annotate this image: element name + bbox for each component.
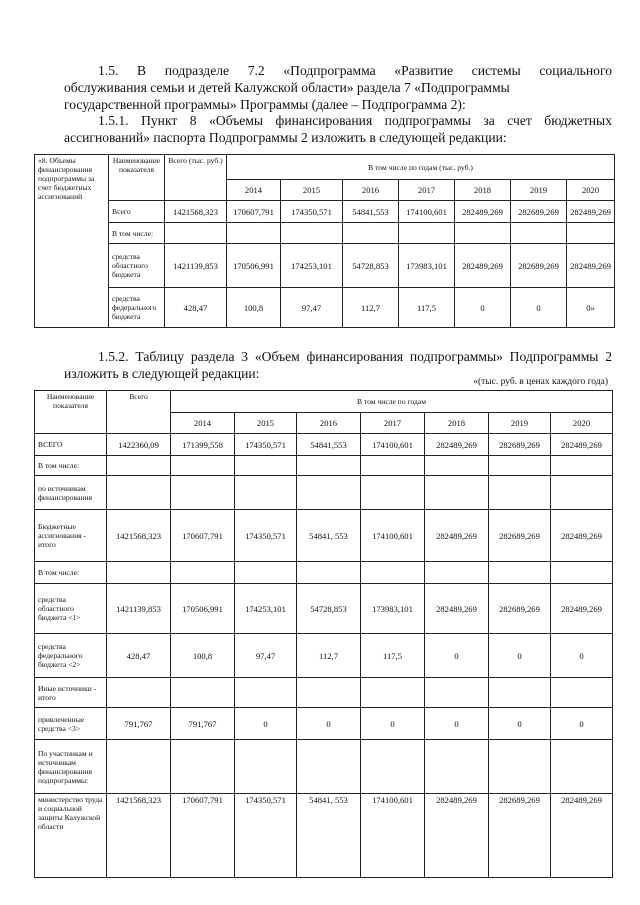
cell-value: 173983,101	[399, 244, 455, 288]
cell-value: 282689,269	[489, 434, 551, 456]
cell-value: 282489,269	[551, 510, 613, 562]
row-label: ВСЕГО	[35, 434, 107, 456]
cell-total: 428,47	[165, 288, 227, 328]
cell-value: 174100,601	[399, 201, 455, 223]
cell-value: 0»	[567, 288, 615, 328]
cell-value: 97,47	[235, 634, 297, 678]
cell-value: 171399,558	[171, 434, 235, 456]
paragraph-3-line-1: 1.5.2. Таблицу раздела 3 «Объем финансирования подпрограммы» Подпрограммы 2	[98, 349, 612, 364]
cell-value: 282489,269	[455, 244, 511, 288]
column-header-total: Всего	[107, 391, 171, 434]
cell-value: 170506,991	[171, 584, 235, 634]
cell-value: 0	[235, 708, 297, 740]
row-label: средства федерального бюджета <2>	[35, 634, 107, 678]
cell-value	[455, 223, 511, 244]
units-note: «(тыс. руб. в ценах каждого года)	[473, 377, 608, 387]
cell-total: 791,767	[107, 708, 171, 740]
column-header-years: В том числе по годам (тыс. руб.)	[227, 155, 615, 180]
cell-value: 282489,269	[551, 584, 613, 634]
cell-value: 54841,553	[343, 201, 399, 223]
cell-value: 54728,853	[297, 584, 361, 634]
year-header: 2015	[281, 180, 343, 201]
row-label: В том числе:	[35, 562, 107, 584]
year-header: 2020	[567, 180, 615, 201]
row-label: Бюджетные ассигнования - итого	[35, 510, 107, 562]
cell-value: 0	[551, 708, 613, 740]
cell-value: 282489,269	[551, 434, 613, 456]
paragraph-2-line-2: ассигнований» паспорта Подпрограммы 2 изложить в следующей редакции:	[64, 130, 507, 145]
year-header: 2017	[399, 180, 455, 201]
cell-value: 282489,269	[567, 201, 615, 223]
cell-value: 54728,853	[343, 244, 399, 288]
cell-total: 1421568,323	[107, 794, 171, 878]
cell-value: 0	[511, 288, 567, 328]
subprogram-funding-table	[34, 390, 613, 878]
cell-value: 282689,269	[511, 244, 567, 288]
cell-value: 100,8	[227, 288, 281, 328]
row-label: В том числе:	[109, 223, 165, 244]
row-label: средства областного бюджета	[109, 244, 165, 288]
cell-value: 0	[361, 708, 425, 740]
cell-value: 174350,571	[281, 201, 343, 223]
cell-value: 174350,571	[235, 434, 297, 456]
cell-value: 282489,269	[551, 794, 613, 878]
cell-value: 282489,269	[425, 510, 489, 562]
cell-value: 174350,571	[235, 794, 297, 878]
cell-value: 282689,269	[489, 794, 551, 878]
paragraph-1-line-1: 1.5. В подразделе 7.2 «Подпрограмма «Развитие системы социального	[98, 63, 612, 78]
year-header: 2016	[343, 180, 399, 201]
cell-value: 0	[489, 634, 551, 678]
cell-value: 282489,269	[425, 584, 489, 634]
cell-value: 174100,601	[361, 794, 425, 878]
passport-funding-table	[34, 154, 615, 328]
year-header: 2018	[425, 413, 489, 434]
cell-value	[227, 223, 281, 244]
cell-value: 282489,269	[425, 794, 489, 878]
year-header: 2015	[235, 413, 297, 434]
cell-value	[511, 223, 567, 244]
row-label: средства федерального бюджета	[109, 288, 165, 328]
row-label: министерство труда и социальной защиты Калужской области	[35, 794, 107, 878]
cell-value: 117,5	[399, 288, 455, 328]
cell-value: 54841, 553	[297, 794, 361, 878]
cell-value: 170506,991	[227, 244, 281, 288]
cell-value: 791,767	[171, 708, 235, 740]
year-header: 2016	[297, 413, 361, 434]
cell-value: 54841,553	[297, 434, 361, 456]
row-label: В том числе:	[35, 456, 107, 476]
cell-value: 54841, 553	[297, 510, 361, 562]
cell-total: 1421139,853	[165, 244, 227, 288]
row-label: привлеченные средства <3>	[35, 708, 107, 740]
column-header-years: В том числе по годам	[171, 391, 613, 413]
cell-value: 0	[455, 288, 511, 328]
column-header-name: Наименование показателя	[35, 391, 107, 434]
cell-value: 100,8	[171, 634, 235, 678]
cell-total: 1421139,853	[107, 584, 171, 634]
cell-value: 170607,791	[171, 794, 235, 878]
cell-value: 282489,269	[425, 434, 489, 456]
column-header-total: Всего (тыс. руб.)	[165, 155, 227, 201]
paragraph-3-line-2: изложить в следующей редакции:	[64, 366, 260, 381]
row-label: Всего	[109, 201, 165, 223]
year-header: 2014	[171, 413, 235, 434]
cell-total: 1421568,323	[165, 201, 227, 223]
cell-value: 97,47	[281, 288, 343, 328]
cell-total: 428,47	[107, 634, 171, 678]
row-label: По участникам и источникам финансирования подпрограммы:	[35, 740, 107, 794]
paragraph-1-line-3: государственной программы» Программы (далее – Подпрограмма 2):	[64, 97, 466, 112]
cell-value: 0	[297, 708, 361, 740]
cell-value	[281, 223, 343, 244]
cell-total	[165, 223, 227, 244]
cell-value: 174253,101	[235, 584, 297, 634]
row-label: по источникам финансирования	[35, 476, 107, 510]
cell-value: 282489,269	[455, 201, 511, 223]
year-header: 2014	[227, 180, 281, 201]
funding-volume-label: «8. Объемы финансирования подпрограммы за счет бюджетных ассигнований	[35, 155, 109, 328]
cell-value: 174100,601	[361, 434, 425, 456]
cell-value: 174253,101	[281, 244, 343, 288]
cell-value: 112,7	[343, 288, 399, 328]
cell-value: 0	[425, 634, 489, 678]
cell-value: 174100,601	[361, 510, 425, 562]
cell-value	[567, 223, 615, 244]
column-header-name: Наименование показателя	[109, 155, 165, 201]
cell-value: 174350,571	[235, 510, 297, 562]
year-header: 2017	[361, 413, 425, 434]
cell-value: 282689,269	[489, 510, 551, 562]
paragraph-1-line-2: обслуживания семьи и детей Калужской области» раздела 7 «Подпрограммы	[64, 80, 510, 95]
cell-value	[343, 223, 399, 244]
cell-value: 282689,269	[511, 201, 567, 223]
cell-value: 170607,791	[171, 510, 235, 562]
year-header: 2020	[551, 413, 613, 434]
cell-value: 112,7	[297, 634, 361, 678]
row-label: Иные источники - итого	[35, 678, 107, 708]
cell-total: 1421568,323	[107, 510, 171, 562]
year-header: 2019	[489, 413, 551, 434]
year-header: 2018	[455, 180, 511, 201]
cell-value: 0	[489, 708, 551, 740]
cell-value	[399, 223, 455, 244]
paragraph-2-line-1: 1.5.1. Пункт 8 «Объемы финансирования подпрограммы за счет бюджетных	[98, 113, 612, 128]
cell-total: 1422360,09	[107, 434, 171, 456]
cell-value: 173983,101	[361, 584, 425, 634]
cell-value: 282689,269	[489, 584, 551, 634]
cell-value: 170607,791	[227, 201, 281, 223]
row-label: средства областного бюджета <1>	[35, 584, 107, 634]
cell-value: 282489,269	[567, 244, 615, 288]
cell-value: 0	[425, 708, 489, 740]
cell-value: 0	[551, 634, 613, 678]
cell-value: 117,5	[361, 634, 425, 678]
year-header: 2019	[511, 180, 567, 201]
